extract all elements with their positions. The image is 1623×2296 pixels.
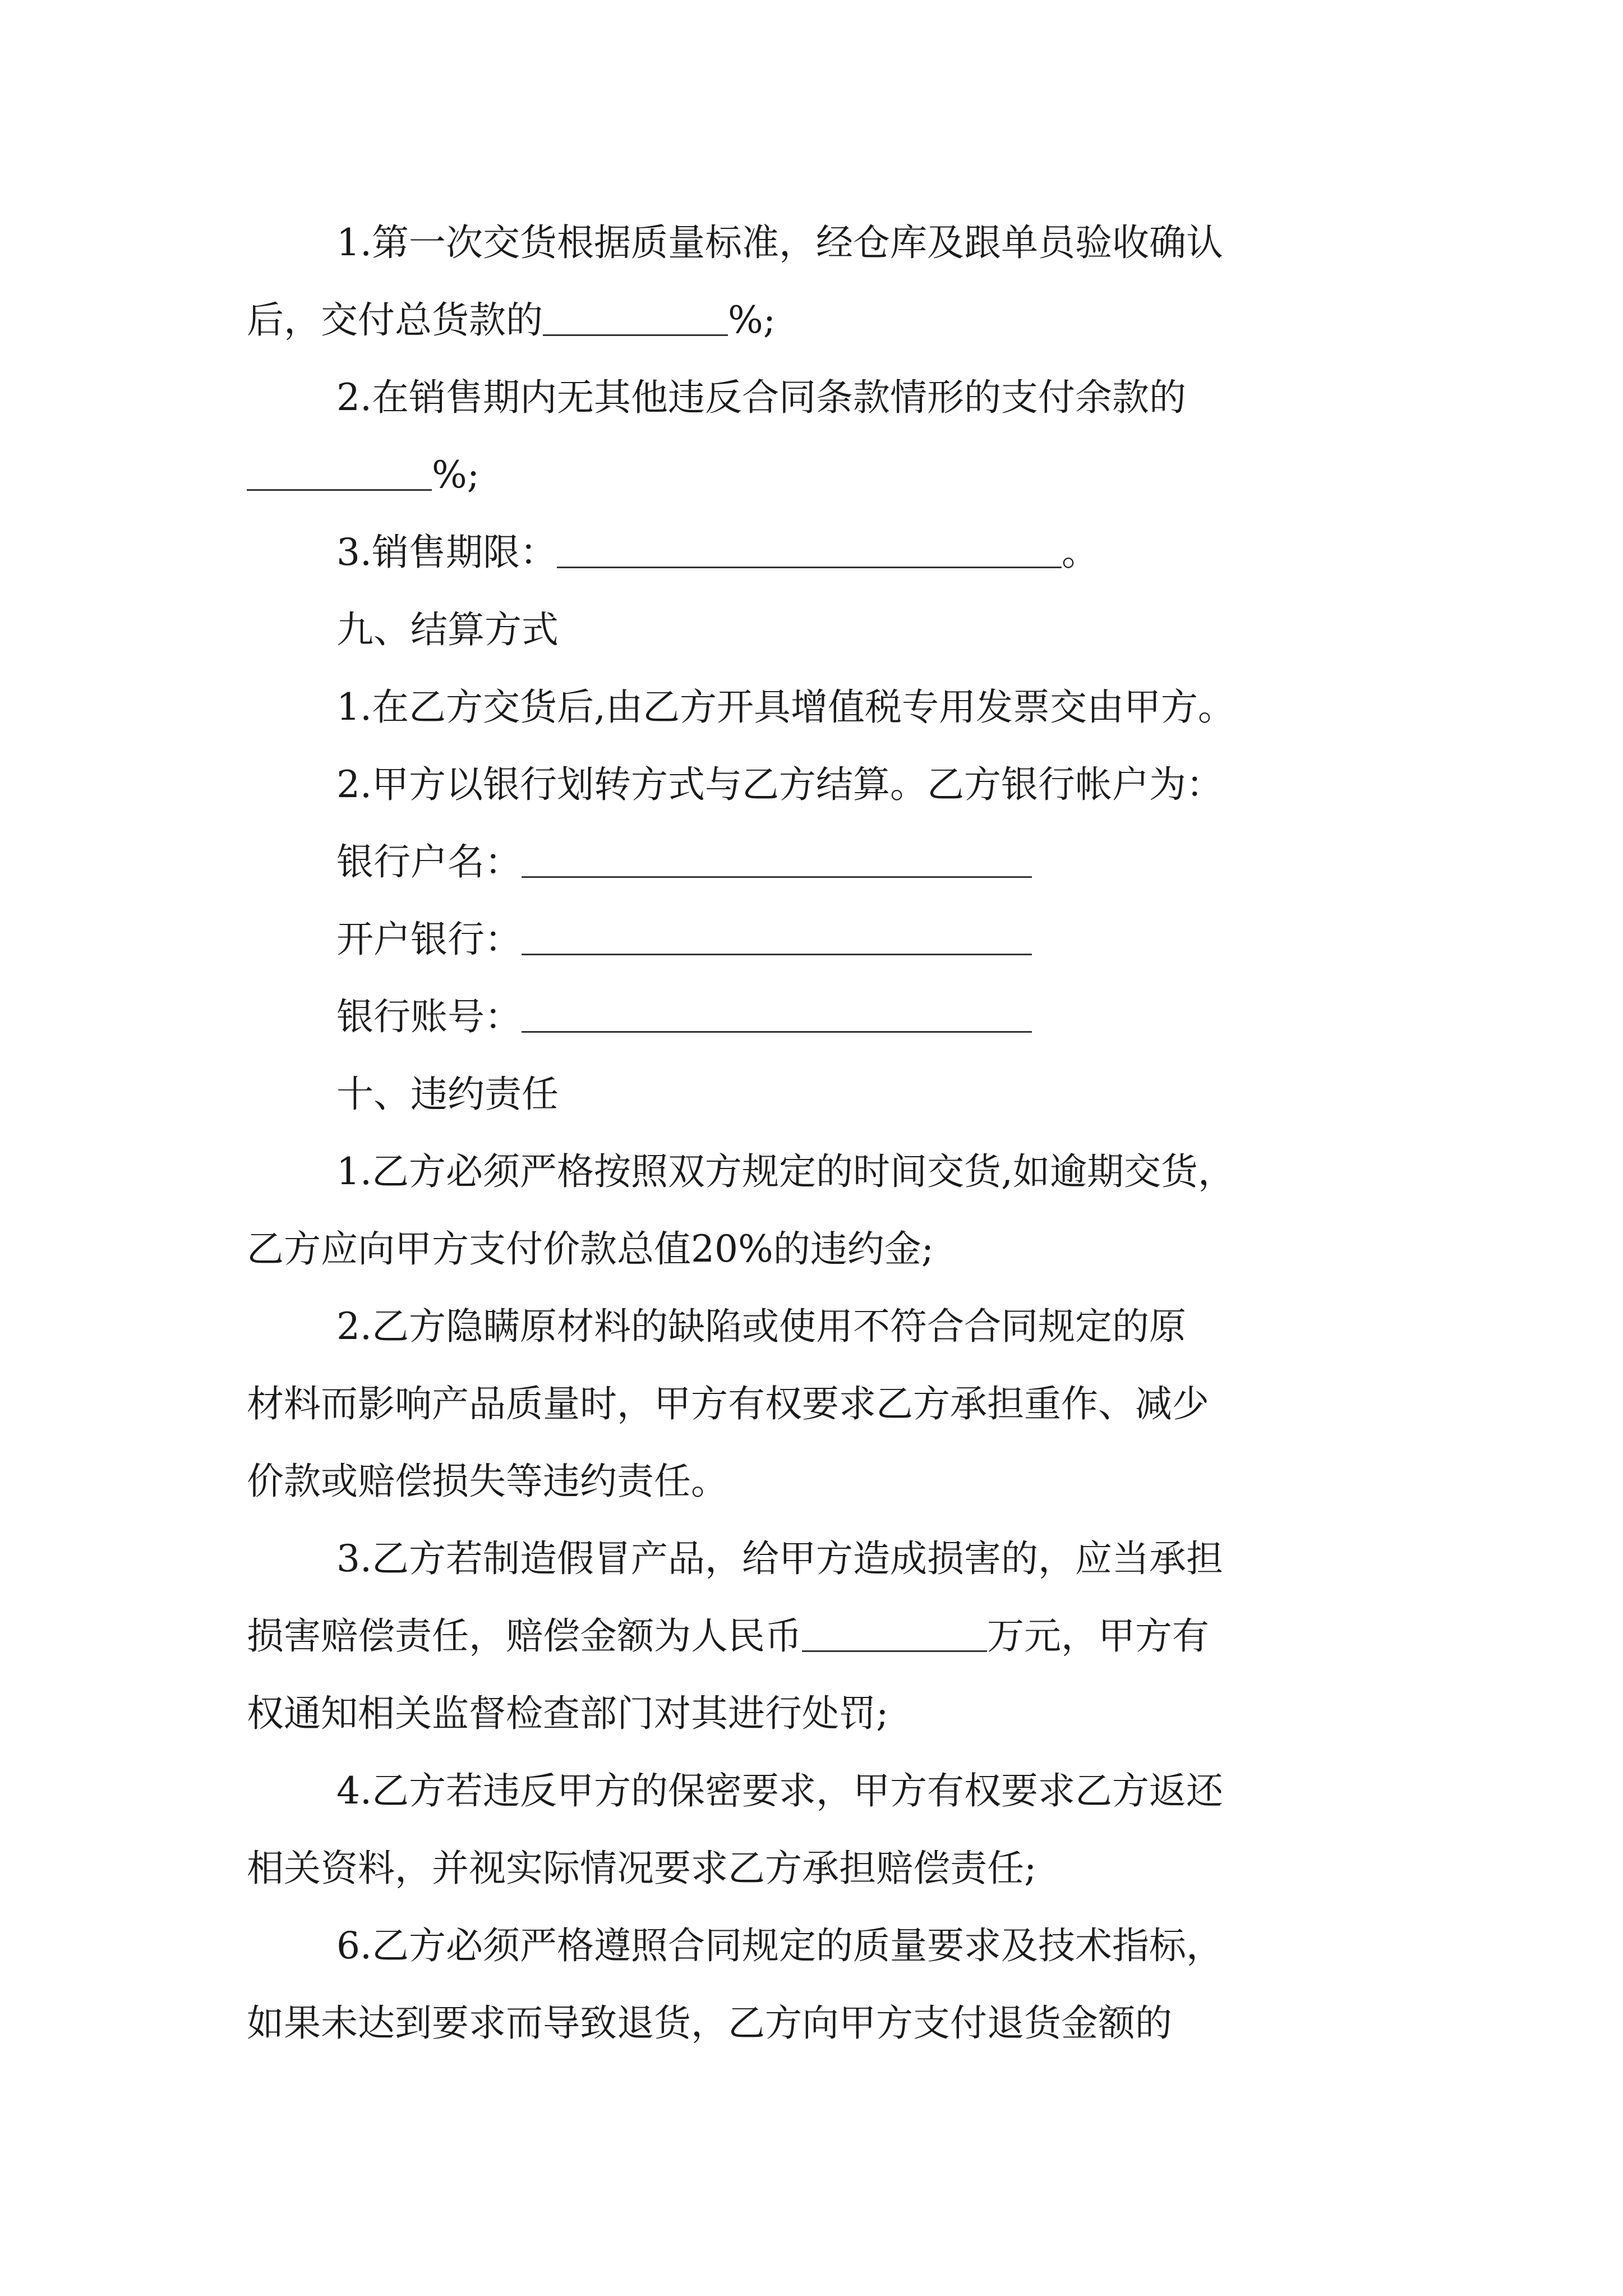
bank-account-number-row: 银行账号： xyxy=(336,999,1032,1036)
fill-blank[interactable] xyxy=(802,1650,987,1652)
paragraph-line: 2.在销售期内无其他违反合同条款情形的支付余款的 xyxy=(336,376,1186,419)
paragraph-line: 3.乙方若制造假冒产品，给甲方造成损害的，应当承担 xyxy=(336,1537,1223,1580)
paragraph-line: 1.第一次交货根据质量标准，经仓库及跟单员验收确认 xyxy=(336,221,1223,264)
fill-blank[interactable] xyxy=(522,1030,1032,1033)
paragraph-line: 2.甲方以银行划转方式与乙方结算。乙方银行帐户为： xyxy=(336,763,1223,806)
paragraph-line: 后，交付总货款的 %; xyxy=(247,298,776,342)
paragraph-line: 如果未达到要求而导致退货，乙方向甲方支付退货金额的 xyxy=(247,2001,1172,2045)
section-heading: 九、结算方式 xyxy=(336,608,559,651)
fill-blank[interactable] xyxy=(557,566,1062,568)
paragraph-line: 1.在乙方交货后,由乙方开具增值税专用发票交由甲方。 xyxy=(336,685,1235,729)
fill-blank[interactable] xyxy=(522,876,1032,878)
paragraph-line: %; xyxy=(247,457,479,494)
paragraph-line: 价款或赔偿损失等违约责任。 xyxy=(247,1460,728,1503)
paragraph-line: 权通知相关监督检查部门对其进行处罚; xyxy=(247,1692,889,1735)
paragraph-line: 乙方应向甲方支付价款总值20%的违约金; xyxy=(247,1227,934,1271)
paragraph-line: 损害赔偿责任，赔偿金额为人民币 万元，甲方有 xyxy=(247,1614,1209,1658)
paragraph-line: 6.乙方必须严格遵照合同规定的质量要求及技术指标， xyxy=(336,1924,1223,1967)
paragraph-line: 材料而影响产品质量时，甲方有权要求乙方承担重作、减少 xyxy=(247,1382,1209,1425)
paragraph-line: 相关资料，并视实际情况要求乙方承担赔偿责任; xyxy=(247,1847,1037,1890)
fill-blank[interactable] xyxy=(247,489,432,491)
fill-blank[interactable] xyxy=(543,334,728,336)
paragraph-line: 4.乙方若违反甲方的保密要求，甲方有权要求乙方返还 xyxy=(336,1769,1223,1812)
bank-account-name-row: 银行户名： xyxy=(336,844,1032,881)
bank-name-row: 开户银行： xyxy=(336,921,1032,958)
section-heading: 十、违约责任 xyxy=(336,1073,559,1116)
fill-blank[interactable] xyxy=(522,953,1032,955)
paragraph-line: 2.乙方隐瞒原材料的缺陷或使用不符合合同规定的原 xyxy=(336,1305,1186,1348)
paragraph-line: 1.乙方必须严格按照双方规定的时间交货,如逾期交货， xyxy=(336,1150,1235,1193)
paragraph-line: 3.销售期限： 。 xyxy=(336,531,1099,574)
